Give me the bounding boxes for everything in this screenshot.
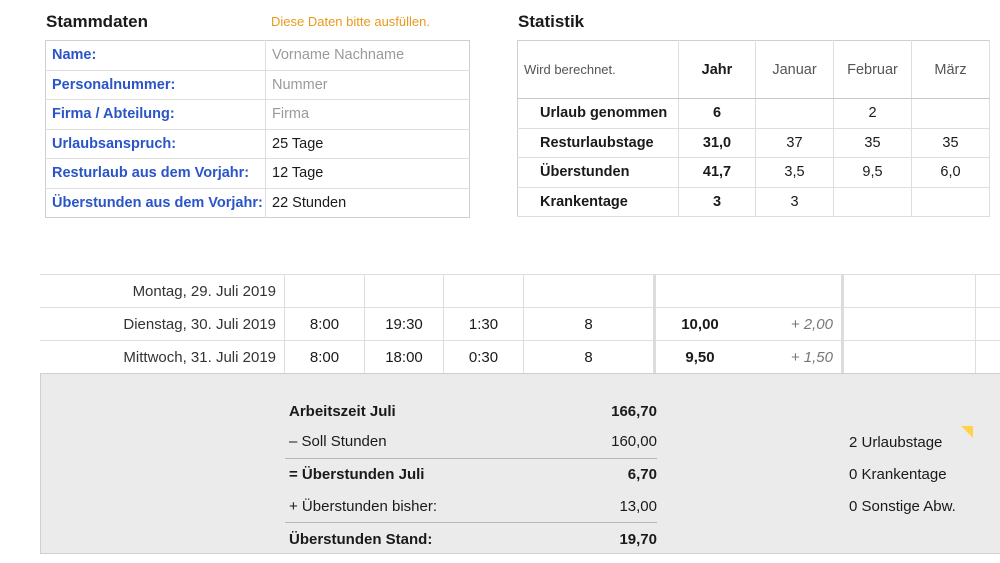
sonstige-count: 0 Sonstige Abw.	[849, 498, 956, 515]
summary-label: = Überstunden Juli	[289, 466, 425, 483]
ist-value: 9,50	[685, 348, 715, 366]
firma-field[interactable]: Firma	[266, 100, 470, 130]
krankentage-count: 0 Krankentage	[849, 466, 947, 483]
start-time-field[interactable]: 8:00	[285, 308, 365, 340]
summary-divider	[285, 522, 657, 523]
stammdaten-title: Stammdaten	[46, 12, 149, 31]
start-time-field[interactable]	[285, 275, 365, 307]
statistik-row-label: Krankentage	[518, 187, 679, 217]
statistik-jahr-value: 6	[679, 99, 756, 129]
stamm-label: Urlaubsanspruch:	[46, 129, 266, 159]
urlaubsanspruch-field[interactable]: 25 Tage	[266, 129, 470, 159]
header-januar: Januar	[756, 41, 834, 99]
soll-field[interactable]: 8	[524, 308, 656, 340]
summary-label: Arbeitszeit Juli	[289, 403, 396, 420]
stamm-label: Überstunden aus dem Vorjahr:	[46, 188, 266, 218]
statistik-row-label: Überstunden	[518, 158, 679, 188]
statistik-jahr-value: 31,0	[679, 128, 756, 158]
soll-field[interactable]: 8	[524, 341, 656, 373]
statistik-month-value: 35	[834, 128, 912, 158]
comment-indicator-icon[interactable]	[961, 426, 973, 438]
stammdaten-table	[45, 40, 470, 218]
day-row	[40, 341, 1000, 374]
stamm-label: Name:	[46, 41, 266, 71]
statistik-jahr-value: 3	[679, 187, 756, 217]
delta-value	[744, 275, 844, 307]
summary-value: 19,70	[619, 531, 657, 548]
header-februar: Februar	[834, 41, 912, 99]
header-jahr: Jahr	[679, 41, 756, 99]
summary-arbeitszeit	[289, 403, 657, 420]
stamm-row-name	[46, 41, 470, 71]
start-time-field[interactable]: 8:00	[285, 341, 365, 373]
summary-bisher	[289, 498, 657, 515]
notes-field[interactable]	[844, 341, 976, 373]
statistik-hint: Wird berechnet.	[518, 41, 679, 99]
statistik-month-value: 3,5	[756, 158, 834, 188]
delta-value: + 2,00	[744, 308, 844, 340]
day-date: Mittwoch, 31. Juli 2019	[40, 341, 285, 373]
summary-stand	[289, 531, 657, 548]
end-time-field[interactable]: 19:30	[365, 308, 444, 340]
personalnummer-field[interactable]: Nummer	[266, 70, 470, 100]
statistik-month-value: 3	[756, 187, 834, 217]
pause-field[interactable]: 1:30	[444, 308, 524, 340]
ist-value: 10,00	[681, 315, 719, 333]
statistik-table	[517, 40, 990, 217]
resturlaub-field[interactable]: 12 Tage	[266, 159, 470, 189]
statistik-month-value: 6,0	[912, 158, 990, 188]
statistik-row	[518, 128, 990, 158]
summary-value: 13,00	[619, 498, 657, 515]
stamm-label: Firma / Abteilung:	[46, 100, 266, 130]
statistik-row	[518, 158, 990, 188]
day-row	[40, 275, 1000, 308]
statistik-row	[518, 99, 990, 129]
name-field[interactable]: Vorname Nachname	[266, 41, 470, 71]
header-maerz: März	[912, 41, 990, 99]
summary-label: – Soll Stunden	[289, 433, 387, 450]
statistik-month-value	[834, 187, 912, 217]
summary-label: Überstunden Stand:	[289, 531, 433, 548]
summary-value: 166,70	[611, 403, 657, 420]
stamm-row-urlaubsanspruch	[46, 129, 470, 159]
statistik-header-row	[518, 41, 990, 99]
pause-field[interactable]: 0:30	[444, 341, 524, 373]
end-time-field[interactable]: 18:00	[365, 341, 444, 373]
statistik-row-label: Urlaub genommen	[518, 99, 679, 129]
notes-field[interactable]	[844, 275, 976, 307]
day-date: Dienstag, 30. Juli 2019	[40, 308, 285, 340]
month-summary	[40, 373, 1000, 554]
summary-ueberstunden	[289, 466, 657, 483]
stamm-row-resturlaub	[46, 159, 470, 189]
stamm-label: Personalnummer:	[46, 70, 266, 100]
stamm-row-firma	[46, 100, 470, 130]
end-time-field[interactable]	[365, 275, 444, 307]
delta-value: + 1,50	[744, 341, 844, 373]
stammdaten-hint: Diese Daten bitte ausfüllen.	[271, 14, 430, 29]
stamm-label: Resturlaub aus dem Vorjahr:	[46, 159, 266, 189]
statistik-month-value: 2	[834, 99, 912, 129]
statistik-month-value	[756, 99, 834, 129]
notes-field[interactable]	[844, 308, 976, 340]
statistik-jahr-value: 41,7	[679, 158, 756, 188]
summary-value: 160,00	[611, 433, 657, 450]
summary-divider	[285, 458, 657, 459]
statistik-row-label: Resturlaubstage	[518, 128, 679, 158]
urlaubstage-count: 2 Urlaubstage	[849, 434, 943, 451]
summary-soll	[289, 433, 657, 450]
ist-value	[656, 275, 744, 307]
statistik-month-value	[912, 99, 990, 129]
statistik-month-value: 37	[756, 128, 834, 158]
soll-field[interactable]	[524, 275, 656, 307]
statistik-month-value	[912, 187, 990, 217]
summary-value: 6,70	[627, 466, 657, 483]
summary-label: + Überstunden bisher:	[289, 498, 438, 515]
statistik-title: Statistik	[518, 12, 585, 31]
stamm-row-ueberstunden	[46, 188, 470, 218]
statistik-month-value: 35	[912, 128, 990, 158]
statistik-month-value: 9,5	[834, 158, 912, 188]
ueberstunden-vorjahr-field[interactable]: 22 Stunden	[272, 194, 347, 211]
statistik-row	[518, 187, 990, 217]
day-row	[40, 308, 1000, 341]
stamm-row-personalnummer	[46, 70, 470, 100]
pause-field[interactable]	[444, 275, 524, 307]
day-date: Montag, 29. Juli 2019	[40, 275, 285, 307]
